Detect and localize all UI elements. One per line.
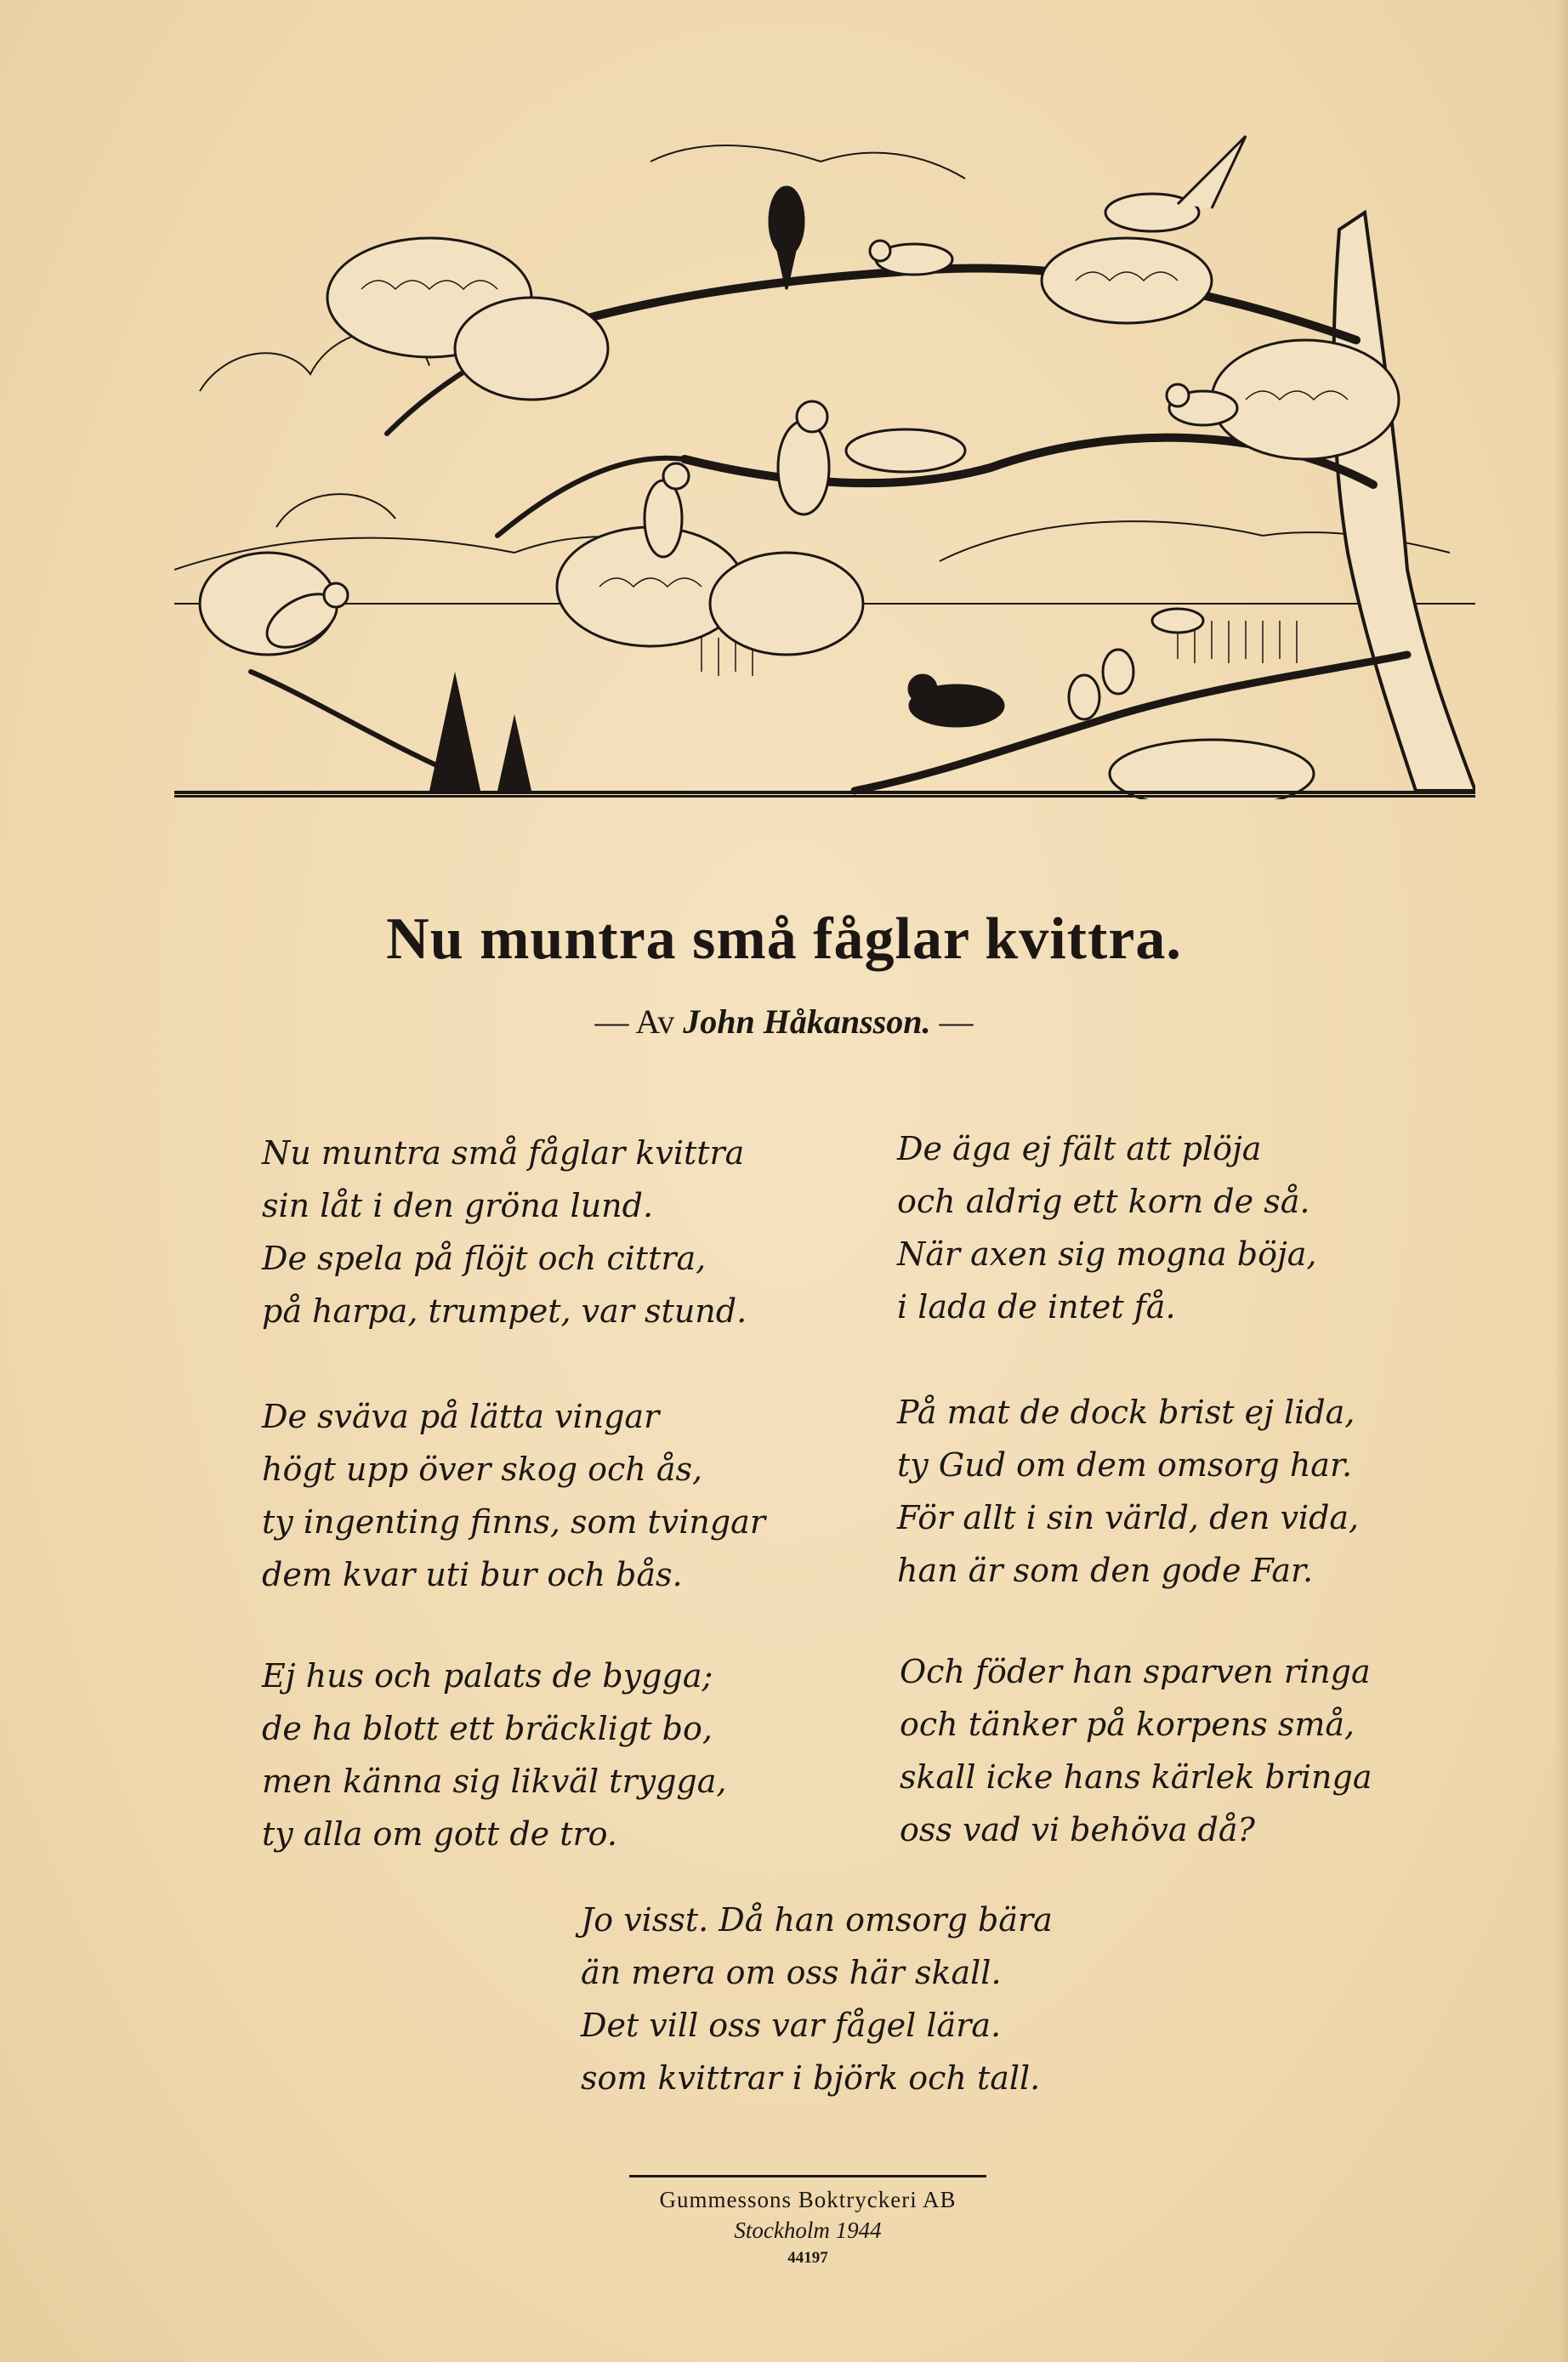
byline-prefix: Av [635, 1002, 675, 1041]
stanza-line: På mat de dock brist ej lida, [897, 1394, 1355, 1431]
stanza-line: ty alla om gott de tro. [262, 1815, 617, 1853]
page-edge [1556, 0, 1568, 2362]
byline-dash-right: — [939, 1002, 974, 1041]
stanza-line: på harpa, trumpet, var stund. [262, 1292, 747, 1330]
birds-in-tree-illustration [174, 128, 1475, 799]
stanza-3 [262, 1390, 765, 1601]
stanza-line: De äga ej fält att plöja [897, 1130, 1262, 1167]
stanza-4 [897, 1386, 1359, 1597]
stanza-line: För allt i sin värld, den vida, [897, 1499, 1360, 1536]
stanza-line: sin låt i den gröna lund. [262, 1187, 654, 1224]
illustration-svg [174, 128, 1475, 799]
stanza-line: De spela på flöjt och cittra, [262, 1240, 707, 1277]
pair-of-birds [778, 401, 965, 514]
conifers [429, 672, 531, 791]
stanza-line: oss vad vi behöva då? [900, 1811, 1255, 1848]
small-birds-pair [1069, 609, 1203, 719]
stanza-7 [581, 1894, 1053, 2104]
stanza-line: Ej hus och palats de bygga; [262, 1657, 713, 1695]
poem-title: Nu muntra små fåglar kvittra. [386, 906, 1182, 972]
stanza-line: Och föder han sparven ringa [900, 1653, 1371, 1690]
stanza-5 [262, 1649, 726, 1860]
stanza-line: han är som den gode Far. [897, 1552, 1314, 1589]
stanza-2 [897, 1122, 1317, 1333]
byline-author: John Håkansson. [683, 1002, 931, 1041]
crow-bird [909, 675, 1003, 726]
stanza-line: skall icke hans kärlek bringa [900, 1758, 1372, 1796]
byline-dash-left: — [594, 1002, 629, 1041]
print-city-year: Stockholm 1944 [734, 2217, 882, 2243]
swallow-bird [770, 187, 804, 289]
stanza-line: högt upp över skog och ås, [262, 1451, 703, 1488]
stanza-line: När axen sig mogna böja, [897, 1235, 1317, 1273]
tree-trunk [1333, 213, 1475, 791]
foliage [200, 238, 1399, 799]
stanza-1 [262, 1127, 747, 1337]
illustration-rule [174, 795, 1475, 798]
stanza-line: Nu muntra små fåglar kvittra [262, 1134, 745, 1172]
stanza-line: som kvittrar i björk och tall. [581, 2059, 1041, 2097]
printer-name: Gummessons Boktryckeri AB [659, 2187, 957, 2212]
stanza-line: ty ingenting finns, som tvingar [262, 1503, 765, 1541]
stanza-line: än mera om oss här skall. [581, 1954, 1002, 1991]
stanza-6 [900, 1645, 1372, 1856]
print-code: 44197 [787, 2249, 828, 2267]
stanza-line: men känna sig likväl trygga, [262, 1763, 727, 1800]
stanza-line: och tänker på korpens små, [900, 1706, 1355, 1743]
stanza-line: dem kvar uti bur och bås. [262, 1556, 683, 1593]
stanza-line: De sväva på lätta vingar [262, 1398, 660, 1435]
poem-byline [0, 1002, 1568, 1042]
stanza-line: Det vill oss var fågel lära. [581, 2007, 1002, 2044]
stanza-line: de ha blott ett bräckligt bo, [262, 1710, 713, 1747]
flying-bird [1105, 136, 1246, 231]
stanza-line: i lada de intet få. [897, 1288, 1176, 1326]
colophon [629, 2175, 986, 2271]
stanza-line: och aldrig ett korn de så. [897, 1183, 1310, 1220]
colophon-rule [629, 2175, 986, 2177]
stanza-line: ty Gud om dem omsorg har. [897, 1446, 1353, 1484]
stanza-line: Jo visst. Då han omsorg bära [581, 1901, 1053, 1939]
